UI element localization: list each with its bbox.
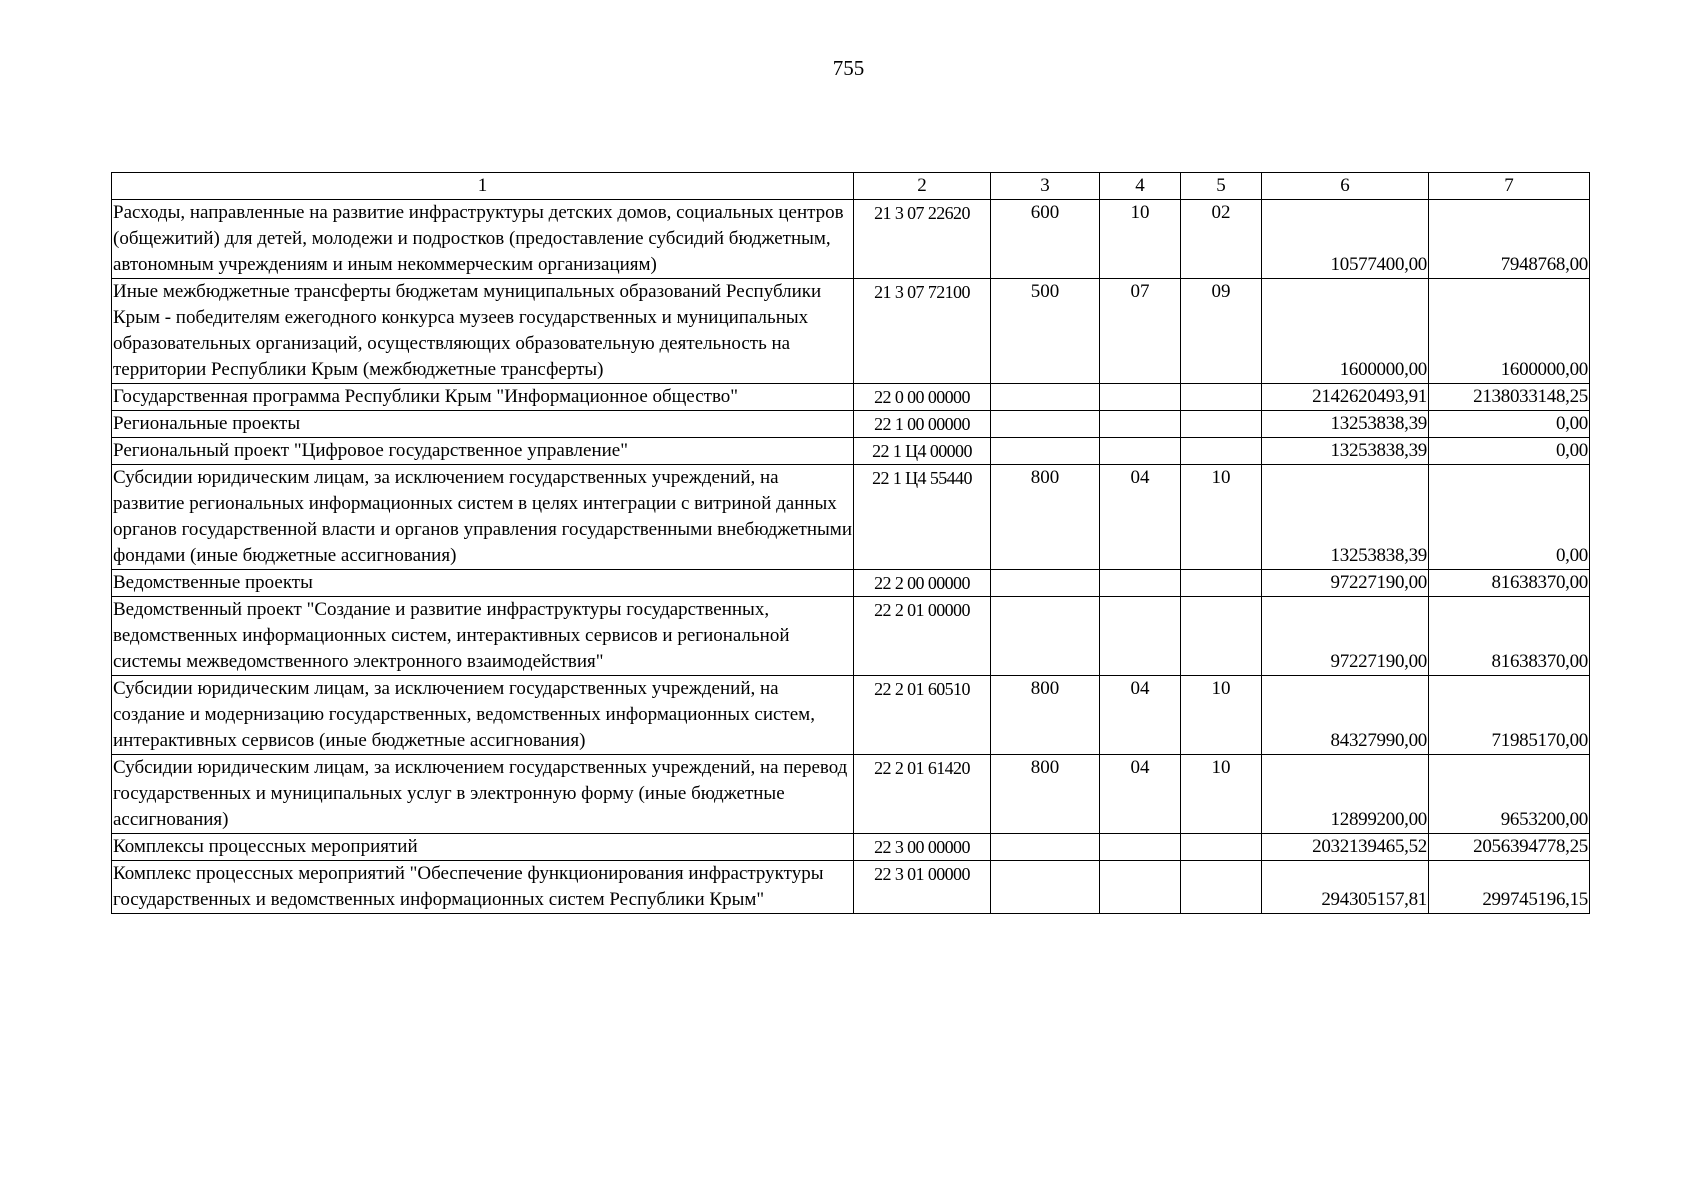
row-target-code: 22 1 Ц4 00000 (854, 438, 991, 465)
row-target-code: 21 3 07 22620 (854, 200, 991, 279)
row-amount-col7: 81638370,00 (1429, 597, 1590, 676)
row-amount-col6: 294305157,81 (1262, 861, 1429, 914)
row-expense-type (991, 384, 1100, 411)
row-subsection (1181, 834, 1262, 861)
row-amount-col7: 0,00 (1429, 411, 1590, 438)
row-name: Комплексы процессных мероприятий (112, 834, 854, 861)
table-row (112, 438, 1590, 465)
row-expense-type (991, 834, 1100, 861)
table-row (112, 755, 1590, 834)
column-header: 2 (854, 173, 991, 200)
row-section (1100, 834, 1181, 861)
row-name: Субсидии юридическим лицам, за исключением государственных учреждений, на перевод государственных и муниципальных услуг в электронную форму (иные бюджетные ассигнования) (112, 755, 854, 834)
row-amount-col6: 2142620493,91 (1262, 384, 1429, 411)
row-section: 04 (1100, 676, 1181, 755)
row-expense-type (991, 411, 1100, 438)
row-amount-col6: 13253838,39 (1262, 438, 1429, 465)
row-section: 07 (1100, 279, 1181, 384)
page-number: 755 (832, 56, 865, 80)
row-section: 10 (1100, 200, 1181, 279)
row-target-code: 22 3 00 00000 (854, 834, 991, 861)
table-row (112, 384, 1590, 411)
row-section (1100, 438, 1181, 465)
row-section (1100, 570, 1181, 597)
row-subsection: 02 (1181, 200, 1262, 279)
row-target-code: 22 2 01 00000 (854, 597, 991, 676)
row-expense-type (991, 570, 1100, 597)
row-amount-col6: 97227190,00 (1262, 597, 1429, 676)
row-target-code: 22 1 00 00000 (854, 411, 991, 438)
row-subsection: 10 (1181, 755, 1262, 834)
table-row (112, 279, 1590, 384)
row-subsection (1181, 570, 1262, 597)
row-target-code: 22 3 01 00000 (854, 861, 991, 914)
row-subsection: 09 (1181, 279, 1262, 384)
row-expense-type: 800 (991, 465, 1100, 570)
row-target-code: 22 1 Ц4 55440 (854, 465, 991, 570)
row-amount-col6: 12899200,00 (1262, 755, 1429, 834)
row-name: Ведомственные проекты (112, 570, 854, 597)
table-row (112, 465, 1590, 570)
row-amount-col7: 1600000,00 (1429, 279, 1590, 384)
table-row (112, 570, 1590, 597)
row-name: Комплекс процессных мероприятий "Обеспечение функционирования инфраструктуры государственных и ведомственных информационных систем Республики Крым" (112, 861, 854, 914)
row-subsection: 10 (1181, 465, 1262, 570)
column-header: 4 (1100, 173, 1181, 200)
row-section (1100, 597, 1181, 676)
row-amount-col6: 84327990,00 (1262, 676, 1429, 755)
row-subsection (1181, 411, 1262, 438)
row-name: Региональные проекты (112, 411, 854, 438)
table-row (112, 411, 1590, 438)
row-amount-col7: 2056394778,25 (1429, 834, 1590, 861)
row-subsection: 10 (1181, 676, 1262, 755)
row-target-code: 22 0 00 00000 (854, 384, 991, 411)
row-amount-col7: 299745196,15 (1429, 861, 1590, 914)
row-amount-col7: 9653200,00 (1429, 755, 1590, 834)
row-expense-type: 600 (991, 200, 1100, 279)
row-expense-type: 500 (991, 279, 1100, 384)
row-name: Расходы, направленные на развитие инфраструктуры детских домов, социальных центров (общежитий) для детей, молодежи и подростков (предоставление субсидий бюджетным, автономным учреждениям и иным некоммерческим организациям) (112, 200, 854, 279)
row-amount-col7: 71985170,00 (1429, 676, 1590, 755)
row-amount-col6: 1600000,00 (1262, 279, 1429, 384)
row-amount-col7: 0,00 (1429, 438, 1590, 465)
row-amount-col7: 2138033148,25 (1429, 384, 1590, 411)
row-target-code: 21 3 07 72100 (854, 279, 991, 384)
row-expense-type (991, 597, 1100, 676)
column-header: 1 (112, 173, 854, 200)
row-expense-type (991, 861, 1100, 914)
column-header: 3 (991, 173, 1100, 200)
row-section: 04 (1100, 465, 1181, 570)
row-amount-col7: 7948768,00 (1429, 200, 1590, 279)
row-expense-type: 800 (991, 755, 1100, 834)
row-expense-type: 800 (991, 676, 1100, 755)
row-name: Субсидии юридическим лицам, за исключением государственных учреждений, на создание и модернизацию государственных, ведомственных информационных систем, интерактивных сервисов (иные бюджетные ассигнования) (112, 676, 854, 755)
row-name: Региональный проект "Цифровое государственное управление" (112, 438, 854, 465)
column-header: 7 (1429, 173, 1590, 200)
row-amount-col6: 10577400,00 (1262, 200, 1429, 279)
row-subsection (1181, 384, 1262, 411)
row-target-code: 22 2 01 61420 (854, 755, 991, 834)
table-row (112, 834, 1590, 861)
column-header: 6 (1262, 173, 1429, 200)
row-amount-col7: 0,00 (1429, 465, 1590, 570)
row-subsection (1181, 861, 1262, 914)
table-row (112, 676, 1590, 755)
row-target-code: 22 2 00 00000 (854, 570, 991, 597)
row-subsection (1181, 438, 1262, 465)
row-subsection (1181, 597, 1262, 676)
row-name: Государственная программа Республики Крым "Информационное общество" (112, 384, 854, 411)
row-amount-col6: 13253838,39 (1262, 465, 1429, 570)
row-amount-col6: 97227190,00 (1262, 570, 1429, 597)
table-row (112, 200, 1590, 279)
row-amount-col6: 13253838,39 (1262, 411, 1429, 438)
table-row (112, 597, 1590, 676)
budget-table (111, 172, 1590, 914)
row-amount-col7: 81638370,00 (1429, 570, 1590, 597)
row-section (1100, 411, 1181, 438)
row-name: Иные межбюджетные трансферты бюджетам муниципальных образований Республики Крым - победителям ежегодного конкурса музеев государственных и муниципальных образовательных организаций, осуществляющих образовательную деятельность на территории Республики Крым (межбюджетные трансферты) (112, 279, 854, 384)
row-name: Ведомственный проект "Создание и развитие инфраструктуры государственных, ведомственных информационных систем, интерактивных сервисов и региональной системы межведомственного электронного взаимодействия" (112, 597, 854, 676)
row-section (1100, 861, 1181, 914)
row-target-code: 22 2 01 60510 (854, 676, 991, 755)
table-header-row (112, 173, 1590, 200)
row-section (1100, 384, 1181, 411)
table-row (112, 861, 1590, 914)
row-name: Субсидии юридическим лицам, за исключением государственных учреждений, на развитие региональных информационных систем в целях интеграции с витриной данных органов государственной власти и органов управления государственными внебюджетными фондами (иные бюджетные ассигнования) (112, 465, 854, 570)
row-expense-type (991, 438, 1100, 465)
row-section: 04 (1100, 755, 1181, 834)
column-header: 5 (1181, 173, 1262, 200)
row-amount-col6: 2032139465,52 (1262, 834, 1429, 861)
